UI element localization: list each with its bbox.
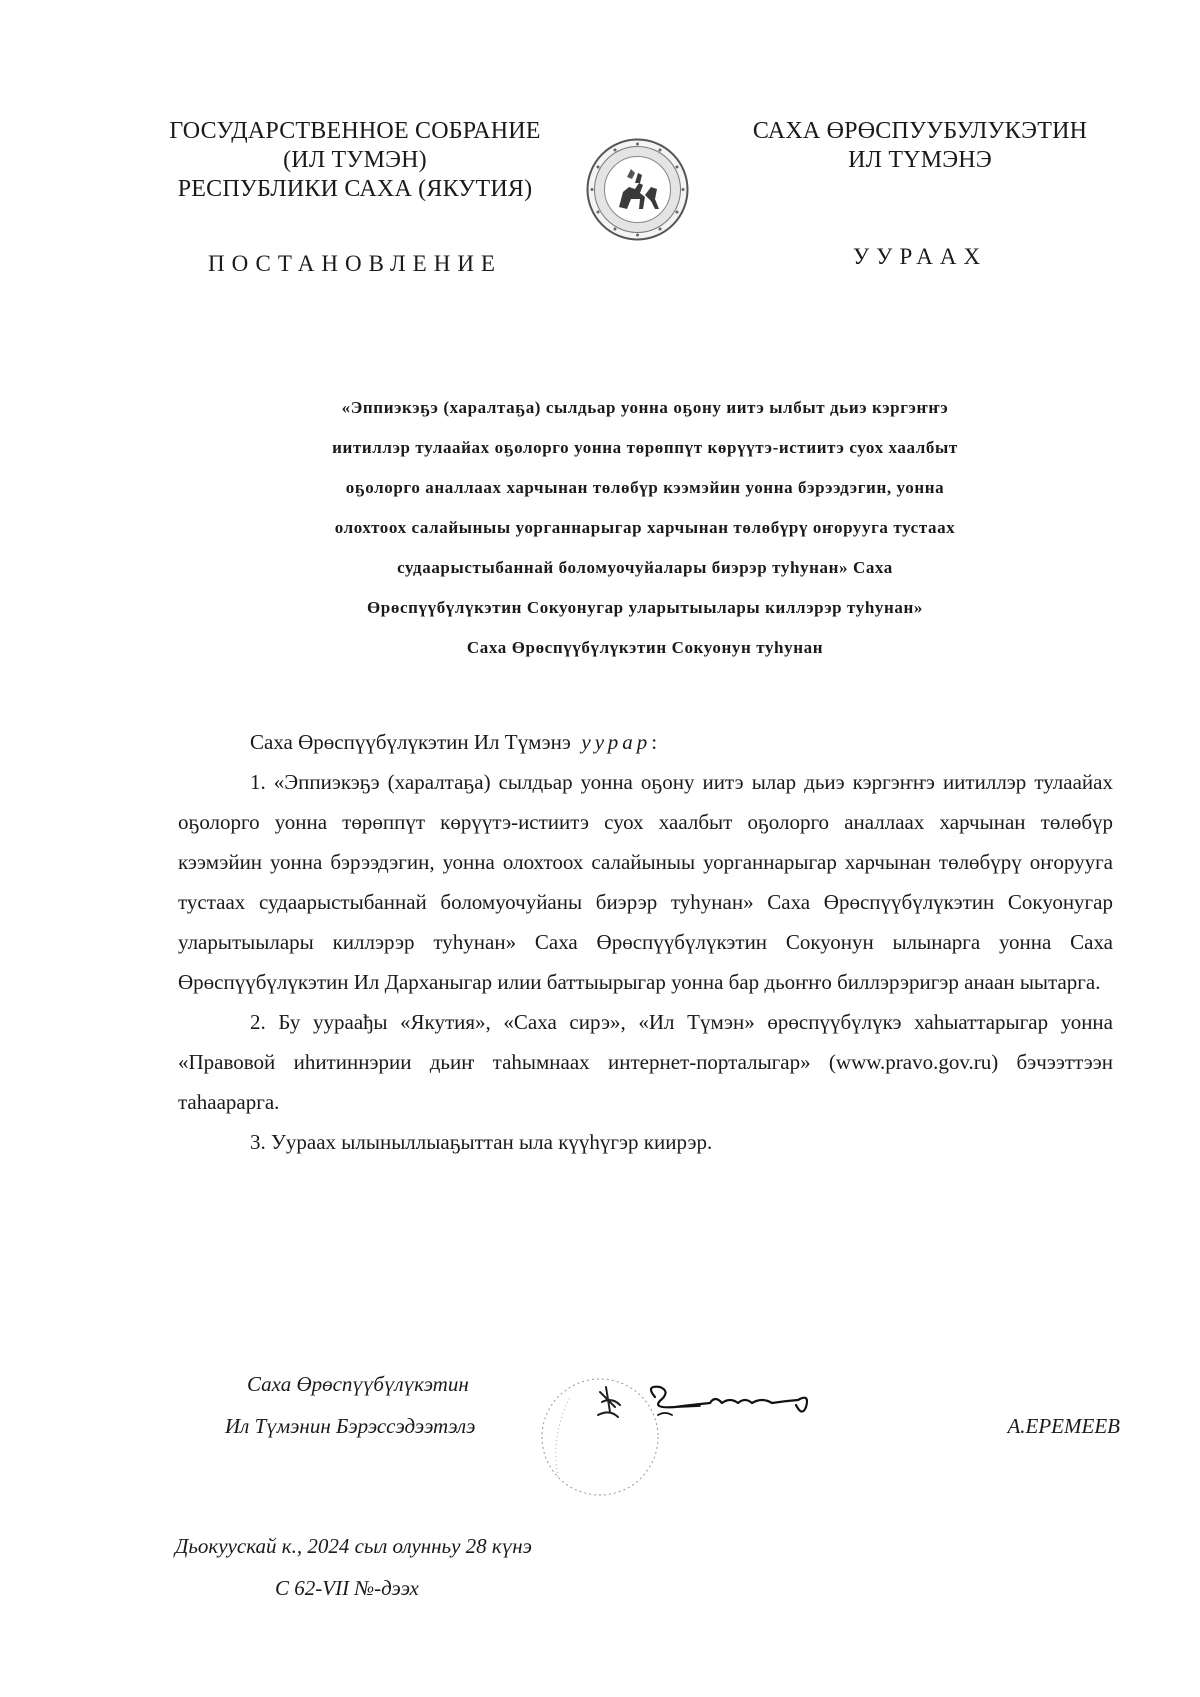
preamble-subject: Саха Өрөспүүбүлүкэтин Ил Түмэнэ (250, 730, 571, 754)
title-line: «Эппиэкэҕэ (харалтаҕа) сылдьар уонна оҕону иитэ ылбыт дьиэ кэргэҥҥэ (341, 398, 949, 417)
handwritten-signature-icon (540, 1357, 840, 1547)
signatory-title-line-2: Ил Түмэнин Бэрэссэдээтэлэ (225, 1414, 476, 1438)
coat-of-arms-emblem-icon (585, 137, 690, 242)
resolution-item-2: 2. Бу уураађы «Якутия», «Саха сирэ», «Ил Түмэн» өрөспүүбүлүкэ хаһыаттарыгар уонна «Правовой иһитиннэрии дьиҥ таһымнаах интернет-порталыгар» (www.pravo.gov.ru) бэчээттээн таһаарарга. (178, 1010, 1113, 1114)
header-left-line: (ИЛ ТУМЭН) (283, 147, 427, 173)
place-and-date: Дьокуускай к., 2024 сыл олунньу 28 күнэ (175, 1534, 532, 1558)
title-line: Саха Өрөспүүбүлүкэтин Сокуонун туһунан (466, 638, 824, 657)
doc-type-russian: ПОСТАНОВЛЕНИЕ (208, 251, 502, 276)
resolution-item-3: 3. Уураах ылыныллыаҕыттан ыла күүһүгэр киирэр. (250, 1130, 713, 1154)
preamble-colon: : (651, 730, 658, 754)
signatory-title-line-1: Саха Өрөспүүбүлүкэтин (247, 1372, 469, 1396)
document-body (178, 722, 1113, 1162)
header-right-line: ИЛ ТҮМЭНЭ (848, 147, 992, 173)
document-title (180, 388, 1110, 668)
title-line: оҕолорго аналлаах харчынан төлөбүр кээмэйин уонна бэрээдэгин, уонна (345, 478, 945, 497)
signature-block (180, 1372, 1120, 1532)
document-number: С 62-VII №-дээх (275, 1576, 419, 1600)
signatory-name: А.ЕРЕМЕЕВ (1007, 1414, 1120, 1438)
header-right-institution (730, 117, 1110, 175)
title-line: олохтоох салайыныы уорганнарыгар харчынан төлөбүрү оҥоруугa тустаах (334, 518, 956, 537)
header-left-institution (160, 117, 550, 204)
header-left-line: РЕСПУБЛИКИ САХА (ЯКУТИЯ) (177, 176, 533, 202)
title-line: Өрөспүүбүлүкэтин Сокуонугар уларытыылары киллэрэр туһунан» (366, 598, 924, 617)
title-line: иитиллэр тулаайах оҕолорго уонна төрөппүт көрүүтэ-истиитэ суох хаалбыт (332, 438, 958, 457)
preamble (178, 722, 1113, 762)
header-right-line: САХА ӨРӨСПУУБУЛУКЭТИН (752, 118, 1088, 144)
doc-type-sakha: УУРААХ (852, 244, 988, 269)
resolution-item-1: 1. «Эппиэкэҕэ (харалтаҕа) сылдьар уонна оҕону иитэ ылар дьиэ кэргэҥҥэ иитиллэр тулаайах оҕолорго уонна төрөппүт көрүүтэ-истиитэ суох хаалбыт оҕолорго аналлаах харчынан төлөбүр кээмэйин уонна бэрээдэгин, уонна олохтоох салайыныы уорганнарыгар харчынан төлөбүрү оҥорууга тустаах судаарыстыбаннай боломуочуйаны биэрэр туһунан» Саха Өрөспүүбүлүкэтин Сокуонугар уларытыылары киллэрэр туһунан» Саха Өрөспүүбүлүкэтин Сокуонун ылынарга уонна Саха Өрөспүүбүлүкэтин Ил Дарханыгар илии баттыырыгар уонна бар дьоҥҥо биллэрэригэр анаан ыытарга. (178, 770, 1113, 994)
title-line: судаарыстыбаннай боломуочуйалары биэрэр туһунан» Саха (397, 558, 893, 577)
preamble-verb: уурар (581, 730, 652, 754)
header-left-line: ГОСУДАРСТВЕННОЕ СОБРАНИЕ (169, 118, 541, 144)
